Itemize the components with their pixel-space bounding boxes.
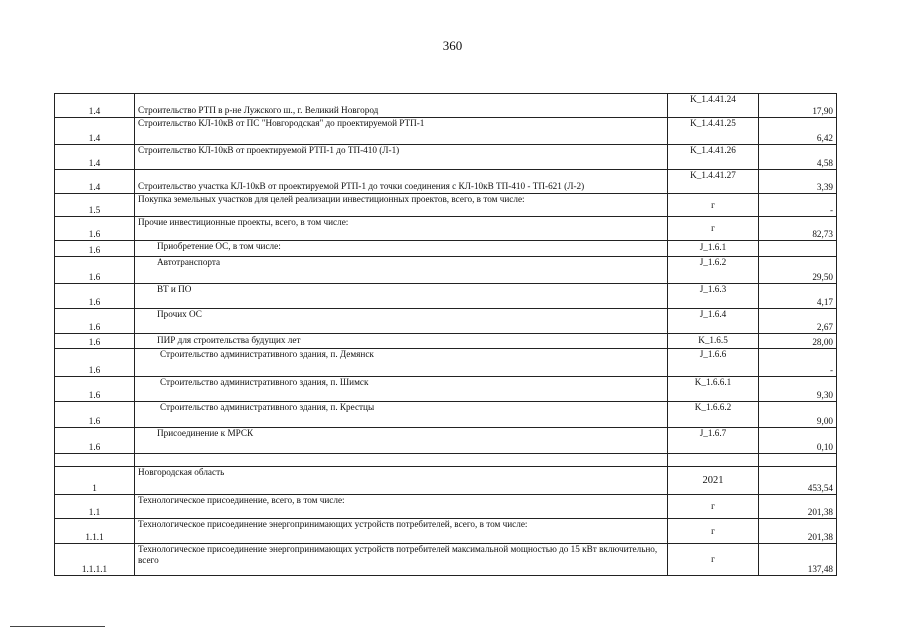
row-name: Приобретение ОС, в том числе: <box>135 241 668 257</box>
row-number: 1.6 <box>55 428 135 454</box>
row-value: 4,58 <box>759 145 837 170</box>
row-code: г <box>668 495 759 519</box>
table-row <box>55 118 837 145</box>
row-name: Строительство участка КЛ-10кВ от проектируемой РТП-1 до точки соединения с КЛ-10кВ ТП-410 - ТП-621 (Л-2) <box>135 170 668 194</box>
table-row <box>55 402 837 428</box>
row-value: 453,54 <box>759 467 837 495</box>
row-name <box>135 454 668 467</box>
row-value: 17,90 <box>759 94 837 118</box>
row-value: 9,30 <box>759 377 837 402</box>
page-number: 360 <box>442 38 463 53</box>
table-row <box>55 241 837 257</box>
row-name: Новгородская область <box>135 467 668 495</box>
row-code: J_1.6.3 <box>668 284 759 309</box>
row-number: 1.6 <box>55 284 135 309</box>
table-row-empty <box>55 454 837 467</box>
row-value: 28,00 <box>759 334 837 349</box>
row-value: 4,17 <box>759 284 837 309</box>
table-row <box>55 257 837 284</box>
row-name: Строительство административного здания, п. Крестцы <box>135 402 668 428</box>
row-value: 0,10 <box>759 428 837 454</box>
table-row <box>55 170 837 194</box>
table-row <box>55 284 837 309</box>
row-code: K_1.6.6.1 <box>668 377 759 402</box>
row-number: 1.6 <box>55 257 135 284</box>
row-code: г <box>668 544 759 576</box>
row-number: 1.4 <box>55 145 135 170</box>
row-code: K_1.4.41.27 <box>668 170 759 194</box>
row-value: 29,50 <box>759 257 837 284</box>
row-value: 201,38 <box>759 495 837 519</box>
table-row <box>55 145 837 170</box>
row-code: г <box>668 194 759 217</box>
row-name: Технологическое присоединение энергопринимающих устройств потребителей, всего, в том числе: <box>135 519 668 544</box>
table-row <box>55 519 837 544</box>
row-name: ПИР для строительства будущих лет <box>135 334 668 349</box>
row-code: K_1.4.41.26 <box>668 145 759 170</box>
row-name: Строительство административного здания, п. Демянск <box>135 349 668 377</box>
row-value: - <box>759 349 837 377</box>
row-name: Строительство КЛ-10кВ от проектируемой РТП-1 до ТП-410 (Л-1) <box>135 145 668 170</box>
row-name: Строительство административного здания, п. Шимск <box>135 377 668 402</box>
row-code: г <box>668 519 759 544</box>
row-number: 1.4 <box>55 94 135 118</box>
row-number: 1.6 <box>55 217 135 241</box>
table-row <box>55 94 837 118</box>
table-row <box>55 309 837 334</box>
row-name: Покупка земельных участков для целей реализации инвестиционных проектов, всего, в том числе: <box>135 194 668 217</box>
row-code <box>668 454 759 467</box>
row-code: K_1.4.41.24 <box>668 94 759 118</box>
row-name: ВТ и ПО <box>135 284 668 309</box>
row-number: 1.5 <box>55 194 135 217</box>
row-code: J_1.6.6 <box>668 349 759 377</box>
row-value <box>759 454 837 467</box>
row-number: 1.6 <box>55 349 135 377</box>
row-number: 1.6 <box>55 377 135 402</box>
row-value: 3,39 <box>759 170 837 194</box>
row-code: 2021 <box>668 467 759 495</box>
row-code: K_1.6.5 <box>668 334 759 349</box>
row-code: K_1.4.41.25 <box>668 118 759 145</box>
row-name: Строительство КЛ-10кВ от ПС "Новгородская" до проектируемой РТП-1 <box>135 118 668 145</box>
row-name: Автотранспорта <box>135 257 668 284</box>
row-value: 6,42 <box>759 118 837 145</box>
row-number: 1.1.1.1 <box>55 544 135 576</box>
row-value: - <box>759 194 837 217</box>
row-value: 201,38 <box>759 519 837 544</box>
table-row <box>55 428 837 454</box>
table-row <box>55 377 837 402</box>
row-number: 1 <box>55 467 135 495</box>
footnote-divider <box>10 626 105 627</box>
row-name: Присоединение к МРСК <box>135 428 668 454</box>
row-name: Технологическое присоединение энергопринимающих устройств потребителей максимальной мощностью до 15 кВт включительно, всего <box>135 544 668 576</box>
investment-table <box>54 93 837 576</box>
table-row <box>55 495 837 519</box>
table-row <box>55 194 837 217</box>
row-value: 137,48 <box>759 544 837 576</box>
row-name: Технологическое присоединение, всего, в том числе: <box>135 495 668 519</box>
row-number: 1.1 <box>55 495 135 519</box>
row-code: K_1.6.6.2 <box>668 402 759 428</box>
row-value: 2,67 <box>759 309 837 334</box>
row-code: J_1.6.2 <box>668 257 759 284</box>
row-number: 1.1.1 <box>55 519 135 544</box>
table-row <box>55 217 837 241</box>
row-number: 1.4 <box>55 118 135 145</box>
row-name: Прочие инвестиционные проекты, всего, в том числе: <box>135 217 668 241</box>
table-row <box>55 349 837 377</box>
row-code: J_1.6.1 <box>668 241 759 257</box>
row-name: Строительство РТП в р-не Лужского ш., г. Великий Новгород <box>135 94 668 118</box>
row-number: 1.6 <box>55 334 135 349</box>
row-number: 1.6 <box>55 402 135 428</box>
row-code: J_1.6.7 <box>668 428 759 454</box>
row-name: Прочих ОС <box>135 309 668 334</box>
row-number: 1.4 <box>55 170 135 194</box>
table-row <box>55 467 837 495</box>
row-code: J_1.6.4 <box>668 309 759 334</box>
table-row <box>55 544 837 576</box>
row-value: 9,00 <box>759 402 837 428</box>
row-value <box>759 241 837 257</box>
table-row <box>55 334 837 349</box>
row-number <box>55 454 135 467</box>
row-number: 1.6 <box>55 241 135 257</box>
row-code: г <box>668 217 759 241</box>
row-value: 82,73 <box>759 217 837 241</box>
row-number: 1.6 <box>55 309 135 334</box>
